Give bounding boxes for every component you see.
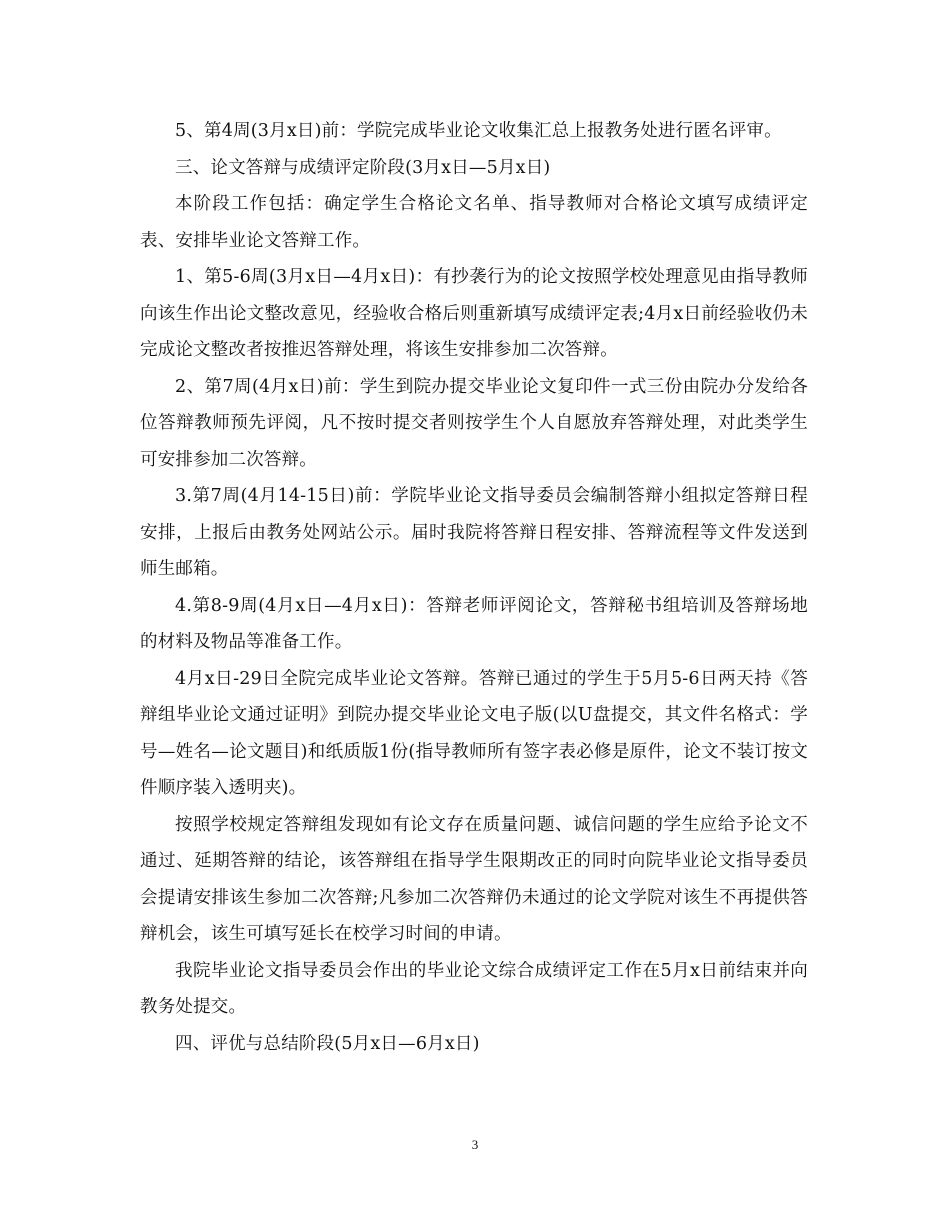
paragraph-step-2-submission: 2、第7周(4月x日)前：学生到院办提交毕业论文复印件一式三份由院办分发给各位答辩教师预先评阅，凡不按时提交者则按学生个人自愿放弃答辩处理，对此类学生可安排参加二次答辩。 xyxy=(140,376,808,470)
section-heading-defense-grading: 三、论文答辩与成绩评定阶段(3月x日—5月x日) xyxy=(175,157,551,178)
paragraph-stage-overview: 本阶段工作包括：确定学生合格论文名单、指导教师对合格论文填写成绩评定表、安排毕业论文答辩工作。 xyxy=(140,194,808,251)
paragraph-final-grading: 我院毕业论文指导委员会作出的毕业论文综合成绩评定工作在5月x日前结束并向教务处提交。 xyxy=(140,960,808,1017)
page-number: 3 xyxy=(471,1137,479,1152)
section-heading-evaluation-summary: 四、评优与总结阶段(5月x日—6月x日) xyxy=(175,1033,480,1054)
paragraph-step-5-review: 5、第4周(3月x日)前：学院完成毕业论文收集汇总上报教务处进行匿名评审。 xyxy=(175,121,782,141)
paragraph-step-3-schedule: 3.第7周(4月14-15日)前：学院毕业论文指导委员会编制答辩小组拟定答辩日程安排，上报后由教务处网站公示。届时我院将答辩日程安排、答辩流程等文件发送到师生邮箱。 xyxy=(140,486,808,579)
paragraph-step-1-plagiarism: 1、第5-6周(3月x日—4月x日)：有抄袭行为的论文按照学校处理意见由指导教师向该生作出论文整改意见，经验收合格后则重新填写成绩评定表;4月x日前经验收仍未完成论文整改者按推迟答辩处理，将该生安排参加二次答辩。 xyxy=(140,267,808,360)
paragraph-defense-completion: 4月x日-29日全院完成毕业论文答辩。答辩已通过的学生于5月5-6日两天持《答辩组毕业论文通过证明》到院办提交毕业论文电子版(以U盘提交，其文件名格式：学号—姓名—论文题目)和纸质版1份(指导教师所有签字表必修是原件，论文不装订按文件顺序装入透明夹)。 xyxy=(140,668,808,798)
paragraph-step-4-preparation: 4.第8-9周(4月x日—4月x日)：答辩老师评阅论文，答辩秘书组培训及答辩场地的材料及物品等准备工作。 xyxy=(140,595,808,652)
paragraph-quality-rules: 按照学校规定答辩组发现如有论文存在质量问题、诚信问题的学生应给予论文不通过、延期答辩的结论，该答辩组在指导学生限期改正的同时向院毕业论文指导委员会提请安排该生参加二次答辩;凡参加二次答辩仍未通过的论文学院对该生不再提供答辩机会，该生可填写延长在校学习时间的申请。 xyxy=(140,814,808,944)
document-body xyxy=(140,113,808,1062)
